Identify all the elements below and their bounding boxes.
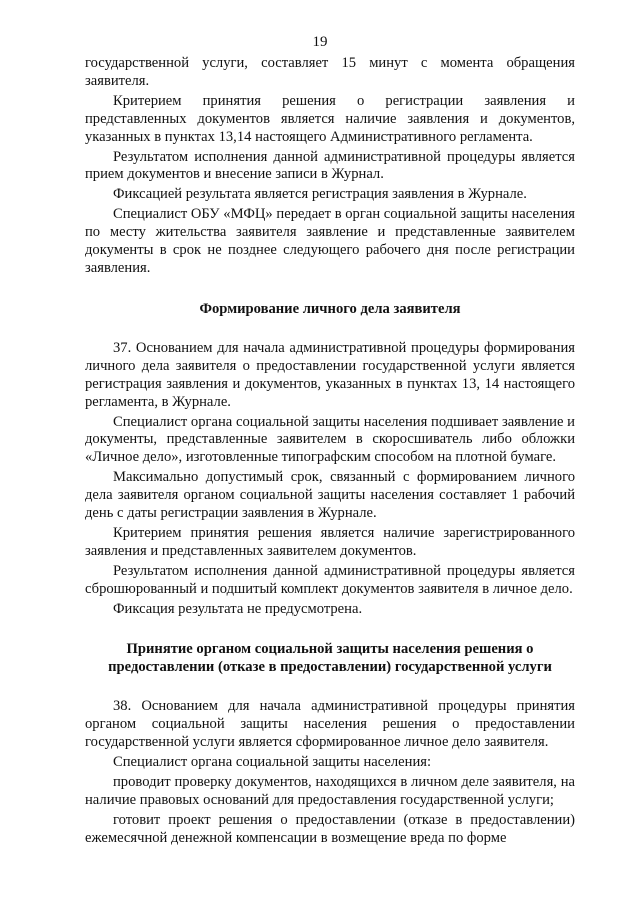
- paragraph: Результатом исполнения данной административной процедуры является сброшюрованный и подшитый комплект документов заявителя в личное дело.: [85, 562, 575, 597]
- paragraph: Специалист ОБУ «МФЦ» передает в орган социальной защиты населения по месту жительства заявителя заявление и представленные заявителем документы в срок не позднее следующего рабочего дня после регистрации заявления.: [85, 206, 575, 276]
- paragraph: Специалист органа социальной защиты населения:: [113, 754, 432, 771]
- paragraph: 38. Основанием для начала административной процедуры принятия органом социальной защиты населения решения о предоставлении государственной услуги является сформированное личное дело заявителя.: [85, 698, 575, 751]
- paragraph: Фиксация результата не предусмотрена.: [113, 600, 363, 617]
- paragraph: готовит проект решения о предоставлении (отказе в предоставлении) ежемесячной денежной компенсации в возмещение вреда по форме: [85, 811, 575, 846]
- document-body: [85, 55, 575, 850]
- paragraph: Критерием принятия решения является наличие зарегистрированного заявления и представленных заявителем документов.: [85, 524, 575, 559]
- paragraph: проводит проверку документов, находящихся в личном деле заявителя, на наличие правовых оснований для предоставления государственной услуги;: [85, 774, 575, 808]
- paragraph: Максимально допустимый срок, связанный с формированием личного дела заявителя органом социальной защиты населения составляет 1 рабочий день с даты регистрации заявления в Журнале.: [85, 469, 575, 522]
- paragraph: Специалист органа социальной защиты населения подшивает заявление и документы, представленные заявителем в скоросшиватель либо обложки «Личное дело», изготовленные типографским способом на плотной бумаге.: [85, 413, 575, 466]
- paragraph: Фиксацией результата является регистрация заявления в Журнале.: [113, 186, 527, 203]
- page-number: 19: [312, 34, 328, 50]
- paragraph: государственной услуги, составляет 15 минут с момента обращения заявителя.: [85, 55, 575, 89]
- paragraph: Критерием принятия решения о регистрации заявления и представленных документов является наличие заявления и документов, указанных в пунктах 13,14 настоящего Административного регламента.: [85, 92, 575, 145]
- section-heading: Принятие органом социальной защиты населения решения о предоставлении (отказе в предоставлении) государственной услуги: [108, 641, 552, 676]
- paragraph: Результатом исполнения данной административной процедуры является прием документов и внесение записи в Журнал.: [85, 148, 575, 183]
- section-heading: Формирование личного дела заявителя: [199, 300, 461, 317]
- paragraph: 37. Основанием для начала административной процедуры формирования личного дела заявителя о предоставлении государственной услуги является регистрация заявления и документов, указанных в пунктах 13, 14 настоящего регламента, в Журнале.: [85, 339, 575, 410]
